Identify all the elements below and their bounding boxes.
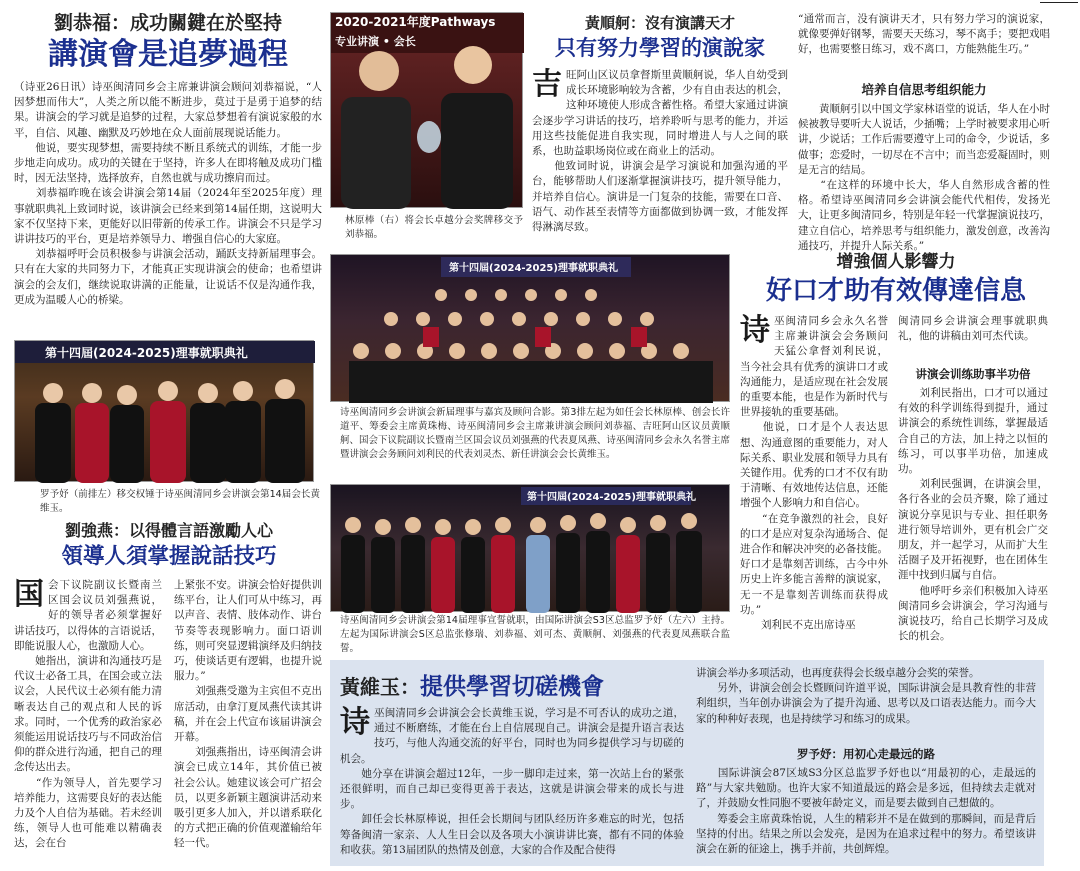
article-4-col1-text: 巫闽清同乡会永久名誉主席兼讲演会会务顾问天猛公拿督刘利民说，当今社会具有优秀的演讲口才或沟通能力，是适应现在社会发展的重要本能，也是作为新时代与世界接轨的重要基础。 他说，口才是个人表达思想、沟通意图的重要能力，对人际关系、职业发展和领导力具有关键作用。优秀的口才不仅有助于清晰、有效地传达信息，还能增强个人影响力和自信心。 “在竞争激烈的社会，良好的口才是应对复杂沟通场合、促进合作和解决冲突的必备技能。好口才是靠刻苦训练，古今中外历史上许多能言善辩的演说家，无一不是靠刻苦训练而获得成功。” 刘利民不克出席诗巫	[740, 315, 888, 632]
article-6-col1-text: 巫闽清同乡会讲演会会长黄维玉说，学习是不可否认的成功之道，通过不断磨练，才能在台上自信展现自己。讲演会是提升语言表达技巧，与他人沟通交流的好平台，同时也为同乡提供学习与切磋的机会。 她分享在讲演会超过12年，一步一脚印走过来，第一次站上台的紧张还很鲜明，而自己却已变得更善于表达，这就是讲演会带来的成长与进步。 卸任会长林原棒说，担任会长期间与团队经历许多难忘的时光，包括筹备闽清一家亲、人人生日会以及各项大小演讲讲比赛，都有不同的体验和收获。第13届团队的热情及创意，大家的合作及配合使得	[340, 707, 684, 856]
photo-award-handover	[330, 12, 523, 208]
article-5-headline: 領導人須掌握說話技巧	[61, 544, 277, 569]
article-3-section-head: 培养自信思考组织能力	[861, 82, 987, 97]
article-6-headline: 提供學習切磋機會	[420, 674, 604, 700]
photo-3-caption: 罗予妤（前排左）移交权锤于诗巫闽清同乡会讲演会第14届会长黄维玉。	[40, 489, 320, 514]
article-2-subhead: 黃順舸：沒有演講天才	[584, 14, 735, 32]
article-6-subhead: 黃維玉：	[340, 675, 420, 699]
article-1-headline: 講演會是追夢過程	[48, 37, 288, 72]
article-5-subhead: 劉強燕：以得體言語激勵人心	[64, 521, 273, 540]
article-4	[740, 250, 1052, 656]
photo-2-banner: 第十四屆(2024-2025)理事就职典礼	[449, 263, 618, 274]
article-5-col1	[14, 578, 162, 854]
article-2-dropcap: 吉	[532, 67, 562, 102]
article-2-body-wrap	[532, 68, 788, 240]
photo-4-banner: 第十四屆(2024-2025)理事就职典礼	[527, 492, 696, 503]
photo-1-banner-2: 专业讲演 • 会长	[335, 35, 416, 48]
article-4-dropcap: 诗	[740, 313, 770, 348]
article-6-col1	[340, 706, 684, 862]
article-2-headline: 只有努力學習的演說家	[555, 36, 765, 60]
photo-group-main	[330, 254, 730, 402]
article-4-col1	[740, 314, 888, 654]
oath-photo-figures	[331, 485, 731, 613]
group-photo-figures	[15, 341, 315, 483]
article-4-col2b: 刘利民指出，口才可以通过有效的科学训练得到提升，通过讲演会的系统性训练，掌握最适合自己的方法，加上持之以恒的练习，可以事半功倍，加速成功。 刘利民强调，在讲演会里，各行各业的会员齐聚，除了通过演说分享见识与专业、担任职务进行领导培训外，更有机会广交朋友，并一起学习，从而扩大生活圈子及开拓视野，也在团体生涯中找到归属与自信。 他呼吁乡亲们积极加入诗巫闽清同乡会讲演会，学习沟通与演说技巧，给自己长期学习及成长的机会。	[898, 387, 1048, 643]
photo-3-banner: 第十四屆(2024-2025)理事就职典礼	[45, 346, 248, 360]
article-6-panel	[330, 660, 1044, 866]
article-1-subhead: 劉恭福：成功關鍵在於堅持	[53, 12, 282, 34]
article-3-quote: “通常而言，没有演讲天才，只有努力学习的演说家，就像要弹好钢琴，需要天天练习，琴不离手；要把戏唱好，也需要整日练习，戏不离口，方能熟能生巧。”	[798, 13, 1050, 56]
article-4-section-head: 讲演会训练助事半功倍	[915, 367, 1031, 381]
article-4-subhead: 增強個人影響力	[836, 252, 956, 272]
article-5-col1-text: 会下议院副议长暨南兰区国会议员刘强燕说，好的领导者必须掌握好讲话技巧，以得体的言语说话，即能说服人心，也激励人心。 她指出，演讲和沟通技巧是代议士必备工具，在国会或立法议会，人民代议士必须有能力清晰表达自己的观点和人民的诉求。同时，一个优秀的政治家必须能运用说话技巧与不同政治信仰的群众进行沟通，把自己的理念传达出去。 “作为领导人，首先要学习培养能力，这需要良好的表达能力及个人自信为基础。若未经训练，领导人也可能难以精确表达，会在台	[14, 579, 162, 850]
article-3-body: 黄顺舸引以中国文学家林语堂的说话，华人在小时候被教导要听大人说话，少插嘴；上学时被要求用心听讲，少说话；工作后需要遵守上司的命令，少说话，多做事；恋爱时，一切尽在不言中；而当恋爱凝固时，则是无言的结局。 “在这样的环境中长大，华人自然形成含蓄的性格。希望诗巫闽清同乡会讲演会能代代相传，发扬光大，让更多闽清同乡，特别是年轻一代掌握演说技巧，建立自信心，培养思考与组织能力，激发创意，改善沟通技巧，并提升人际关系。”	[798, 103, 1050, 252]
photo-1-caption: 林原棒（右）将会长卓越分会奖牌移交予刘恭福。	[345, 215, 523, 240]
photo-1-banner: 2020-2021年度Pathways	[335, 15, 496, 29]
article-5-dropcap: 国	[14, 577, 44, 612]
article-3	[798, 12, 1050, 252]
article-6-dropcap: 诗	[340, 705, 370, 740]
article-4-col2: 闽清同乡会讲演会理事就职典礼，他的讲稿由刘可杰代读。	[898, 315, 1048, 343]
article-6-col2: 讲演会举办多项活动，也再度获得会长级卓越分会奖的荣誉。 另外，讲演会创会长暨顾问许道平说，国际讲演会是具教育性的非营利组织，当年创办讲演会为了提升沟通、思考以及口语表达能力。而今大家的种种好表现，也是持续学习和练习的成果。	[696, 667, 1036, 725]
article-2-body: 旺阿山区议员拿督斯里黄顺舸说，华人自幼受到成长环境影响较为含蓄，少有自由表达的机会，这种环境使人形成含蓄性格。希望大家通过讲演会逐步学习讲话的技巧，培养聆听与思考的能力，并运用这些技能促进自我实现，同时增进人与人之间的联系，也助益职场岗位或在商业上的活动。 他致词时说，讲演会是学习演说和加强沟通的平台，能够帮助人们逐渐掌握演讲技巧，提升领导能力，并培养自信心。演讲是一门复杂的技能，需要在口音、语气、动作甚至表情等方面都做到协调一致，才能发挥得淋漓尽致。	[532, 69, 788, 234]
article-5	[14, 520, 324, 870]
main-group-figures	[331, 255, 731, 403]
photo-2-caption: 诗巫闽清同乡会讲演会新届理事与嘉宾及顾问合影。第3排左起为如任会长林原棒、创会长许道平、筹委会主席黄珠梅、诗巫闽清同乡会主席兼讲演会顾问刘恭福、吉旺阿山区议员黄顺舸、国会下议院副议长暨南兰区国会议员刘强燕的代表夏凤燕、诗巫闽清同乡会永久名誉主席暨讲演会会务顾问刘利民的代表刘灵杰、新任讲演会会长黄维玉。	[340, 407, 730, 460]
photo-4-caption: 诗巫闽清同乡会讲演会第14届理事宣誓就职，由国际讲演会S3区总监罗予妤（左六）主持。左起为国际讲演会S区总监张修瑞、刘恭福、刘可杰、黄顺舸、刘强燕的代表夏凤燕联合监誓。	[340, 615, 730, 654]
article-2	[532, 12, 788, 244]
photo-lin-handover	[14, 340, 314, 482]
article-6-section-head: 罗予妤：用初心走最远的路	[797, 747, 935, 761]
article-6-col2b: 国际讲演会87区域S3分区总监罗予妤也以“用最初的心，走最远的路”与大家共勉励。也许大家不知道最远的路会是多远，但持续去走就对了，并鼓励女性同胞不要被年龄定义，而是要去做到自己想做的。 筹委会主席黄珠怡说，人生的精彩并不是在做到的那瞬间，而是背后坚持的付出。结果之所以会发亮，是因为在追求过程中的努力。希望该讲演会在新的征途上，携手并前，共创辉煌。	[696, 767, 1036, 856]
article-6-heading	[340, 668, 680, 701]
article-4-headline: 好口才助有效傳達信息	[765, 276, 1026, 306]
article-5-col2: 上紧张不安。讲演会恰好提供训练平台，让人们可从中练习，再以声音、表情、肢体动作、讲台节奏等表现影响力。面口语训练，则可突显逻辑演绎及归纳技巧，使谈话更有逻辑，也提升说服力。” 刘强燕受邀为主宾但不克出席活动，由拿汀夏凤燕代读其讲稿，并在会上代宣布该届讲演会开幕。 刘强燕指出，诗巫闽清会讲演会已成立14年，其价值已被社会公认。她建议该会可广招会员，以更多新颖主题演讲活动来吸引更多人加入，并以谱系联化的方式把正确的价值观灌输给年轻一代。	[174, 579, 322, 850]
photo-oath-taking	[330, 484, 730, 612]
corner-rule	[1040, 2, 1078, 3]
article-1-body: （诗亚26日讯）诗巫闽清同乡会主席兼讲演会顾问刘恭福说，“人因梦想而伟大”，人类之所以能不断进步，莫过于是勇于追梦的结果。讲演会的学习就是追梦的过程，大家总梦想着有演说家般的水平，自信、风趣、幽默及巧妙地在众人面前展现说话能力。 他说，要实现梦想，需要持续不断且系统式的训练，才能一步步地走向成功。成功的关键在于坚持，许多人在即将触及成功门槛时，因无法坚持，选择放弃，自然也就与成功擦肩而过。 刘恭福昨晚在该会讲演会第14届（2024年至2025年度）理事就职典礼上致词时说，该讲演会已经来到第14届任期，这说明大家不仅坚持下来，更能好以旧带新的传承工作。讲演会不只是学习讲讲技巧的平台，更是培养领导力、增强自信心的大家庭。 刘恭福呼吁会员积极参与讲演会活动，踊跃支持新届理事会。只有在大家的共同努力下，才能真正实现讲演会的使命；也希望讲演会的会友们，继续说取讲满的正能量，让说话不仅是沟通作我，更成为温暖人心的桥梁。	[14, 81, 322, 306]
article-1	[14, 10, 322, 342]
